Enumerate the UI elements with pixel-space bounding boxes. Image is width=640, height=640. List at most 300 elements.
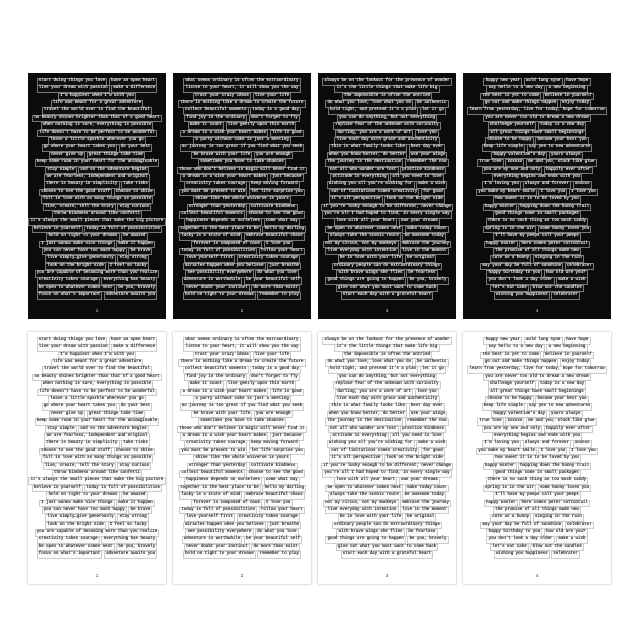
word-sticker: blow out the candles [530,285,584,293]
word-sticker: happily ever after [544,426,593,434]
sticker-row [338,514,437,521]
sticker-row [58,93,136,100]
sticker-row [329,196,445,203]
sticker-row [490,544,584,551]
sticker-row [179,233,305,240]
word-sticker: what seems ordinary is often the extraordinary [183,337,300,345]
word-sticker: choose to be happy [485,137,534,145]
word-sticker: be in love with your life [338,514,404,522]
sticker-row [184,440,300,447]
word-sticker: it's all perspective [329,196,383,204]
word-sticker: great things take time [87,152,145,160]
word-sticker: spring is in the air [483,485,537,493]
sticker-row [330,433,443,440]
sticker-row [325,418,448,425]
word-sticker: say yes to new adventures [527,144,593,152]
sticker-row [177,426,307,433]
word-sticker: be open to whatever comes next [37,544,115,552]
word-sticker: there is beauty in simplicity [44,440,120,448]
word-sticker: stay strong [117,255,148,263]
word-sticker: listen to your heart, it will show you the way [183,85,300,93]
word-sticker: true love [477,418,504,426]
sticker-row [493,248,581,255]
sticker-row [183,263,301,270]
word-sticker: when nothing is sure, everything is possible [41,381,153,389]
word-sticker: today is a new day [538,381,587,389]
word-sticker: be your beautiful self [244,536,302,544]
word-sticker: look on the bright side [45,522,106,530]
word-sticker: shine like the whole universe is yours [193,196,291,204]
word-sticker: happy valentine's day [491,152,547,160]
sticker-row [325,226,448,233]
word-sticker: the impossible is often the untried [342,352,432,360]
word-sticker: live everyday with intention [325,248,398,256]
word-sticker: practice kindness [400,167,446,175]
word-sticker: challenge yourself [488,381,537,389]
word-sticker: life was meant for a great adventure [51,359,144,367]
sticker-row [492,174,582,181]
sticker-row [35,159,160,166]
sticker-row [179,507,305,514]
word-sticker: cute as a bunny [490,514,531,522]
sticker-row [183,85,300,92]
word-sticker: true love [477,159,504,167]
sticker-row [332,263,442,270]
word-sticker: shine like the whole universe is yours [193,455,291,463]
sticker-row [188,122,297,129]
word-sticker: I'm loving you [482,181,521,189]
word-sticker: forever is composed of nows [191,500,262,508]
word-sticker: fall in love with as many things as possible [41,455,153,463]
sticker-row [182,537,303,544]
word-sticker: be fearless [406,529,437,537]
word-sticker: darling, you are a work of art [335,130,413,138]
word-sticker: make a wish [416,440,447,448]
sticker-row [48,396,146,403]
word-sticker: let it go [420,366,447,374]
sheet-number: 1 [95,309,99,314]
sticker-row [484,241,590,248]
sticker-row [48,137,146,144]
word-sticker: no beauty shines brighter than that of a good heart [32,115,162,123]
word-sticker: yours always [549,152,583,160]
sticker-row [183,78,300,85]
sticker-row [325,248,448,255]
word-sticker: I just wanna make nice things [39,500,115,508]
word-sticker: some bunny loves you [538,226,592,234]
word-sticker: you make my heart smile [476,448,537,456]
word-sticker: happy easter [483,204,517,212]
word-sticker: believe in yourself [543,93,594,101]
sticker-row [483,485,592,492]
word-sticker: just breathe [267,522,301,530]
word-sticker: do what you love [255,529,299,537]
word-sticker: remember to play [257,292,301,300]
word-sticker: celebrate! [551,551,580,559]
word-sticker: stronger than yesterday [187,204,248,212]
word-sticker: hold on tight to your dreams [46,233,119,241]
word-sticker: hopping down the bunny trail [518,463,591,471]
word-sticker: adventure is worthwhile [182,536,243,544]
word-sticker: celebrate! [565,263,594,271]
word-sticker: be brave with your life [191,411,252,419]
sticker-row [337,374,437,381]
word-sticker: remember the now [405,418,449,426]
word-sticker: today is full of possibilities [179,507,257,515]
sticker-row [494,292,580,299]
sticker-row [493,470,581,477]
white-sticker-sheet-1 [28,332,166,584]
word-sticker: have an open heart [109,337,158,345]
word-sticker: what seems ordinary is often the extraordinary [183,78,300,86]
word-sticker: make a wish [416,181,447,189]
sticker-row [321,463,453,470]
word-sticker: you must be present to win [179,189,247,197]
sticker-row [482,145,593,152]
word-sticker: hold on tight to your dreams [183,551,256,559]
sticker-row [480,263,593,270]
sticker-row [35,270,160,277]
sticker-row [483,226,592,233]
word-sticker: make a difference [111,85,157,93]
sheet-number: 4 [535,574,539,579]
sticker-row [329,189,445,196]
word-sticker: own your dreams [399,218,440,226]
word-sticker: hello my darling [262,485,306,493]
word-sticker: miracles happen when you believe [183,263,266,271]
sticker-row [41,196,153,203]
word-sticker: stay simple [45,426,76,434]
sticker-row [488,389,586,396]
word-sticker: start doing things you love [37,78,108,86]
word-sticker: happy easter [484,500,518,508]
word-sticker: this is what family looks like [329,144,407,152]
word-sticker: there is beauty in simplicity [44,181,120,189]
sticker-row [193,352,292,359]
word-sticker: how old are you? [544,529,588,537]
sticker-row [42,248,153,255]
word-sticker: own your dreams [399,477,440,485]
word-sticker: happy birthday to you [486,270,542,278]
sticker-row [187,204,298,211]
word-sticker: darling, you are a work of art [335,389,413,397]
word-sticker: you can do anything, but not everything [337,374,437,382]
sheet-number: 4 [535,309,539,314]
word-sticker: leave a little sparkle wherever you go [48,137,146,145]
word-sticker: I feel so lucky [108,263,149,271]
word-sticker: there is nothing like a dream to create the future [178,359,305,367]
word-sticker: say hello to a new day [486,85,544,93]
word-sticker: I'm happiest when I'm with you [58,93,136,101]
sticker-row [51,359,144,366]
word-sticker: wishing you all you're wishing for [327,440,415,448]
sticker-row [179,492,305,499]
word-sticker: creativity takes courage [237,514,300,522]
word-sticker: trust your crazy ideas [193,93,251,101]
sticker-row [39,189,155,196]
word-sticker: creativity takes courage [184,181,247,189]
sticker-row [183,344,300,351]
sticker-row [493,455,581,462]
word-sticker: some bunny loves you [538,485,592,493]
sticker-row [322,211,452,218]
word-sticker: no beauty shines brighter than that of a good heart [32,374,162,382]
word-sticker: stronger than yesterday [187,463,248,471]
white-sticker-sheet-2 [173,332,311,584]
word-sticker: be original [405,255,436,263]
sticker-row [493,492,581,499]
sheet-number: 2 [240,574,244,579]
word-sticker: not all who wander are lost [328,426,399,434]
word-sticker: lucky is a state of mind [179,492,242,500]
sticker-row [482,426,593,433]
word-sticker: go out and make things happen [483,100,559,108]
sticker-row [179,248,305,255]
word-sticker: be you, bravely [407,277,448,285]
sticker-row [486,344,587,351]
word-sticker: believe in yourself [543,352,594,360]
word-sticker: practice kindness [400,426,446,434]
word-sticker: always be on the lookout for the presence of wonder [322,78,452,86]
sticker-row [184,181,300,188]
word-sticker: auld lang syne [524,78,563,86]
black-sticker-sheet-2 [173,73,311,319]
sticker-row [49,152,145,159]
word-sticker: today is a good day [250,366,301,374]
word-sticker: I'll have my peeps call your peeps [493,492,581,500]
word-sticker: today is full of possibilities [84,226,162,234]
sticker-row [193,137,291,144]
word-sticker: the best is yet to come [480,352,541,360]
word-sticker: happy easter [483,463,517,471]
sticker-row [488,381,587,388]
sticker-row [44,174,149,181]
sticker-row [191,152,292,159]
word-sticker: make a wish [556,536,587,544]
word-sticker: become your best you [535,137,589,145]
word-sticker: it's all perspective [329,455,383,463]
word-sticker: I love you [264,500,293,508]
word-sticker: creativity takes courage [37,277,100,285]
word-sticker: all great things have small beginnings [488,130,586,138]
sticker-row [183,367,301,374]
word-sticker: not my circus, not my monkeys [323,241,399,249]
word-sticker: live your dream with passion [37,344,110,352]
word-sticker: love yourself first [184,255,235,263]
word-sticker: do what you love, love what you do [325,359,413,367]
sticker-row [325,507,448,514]
word-sticker: out of limitations comes creativity [329,448,419,456]
word-sticker: today is full of possibilities [84,485,162,493]
word-sticker: let life surprise you [249,448,305,456]
word-sticker: remember the now [405,159,449,167]
word-sticker: live, create, tell the story [43,463,116,471]
sticker-row [325,537,448,544]
sticker-row [183,522,301,529]
sticker-row [37,85,158,92]
sheet-number: 3 [385,574,389,579]
sticker-row [482,181,592,188]
word-sticker: embrace beautiful chaos [244,233,305,241]
word-sticker: xoxoxo [505,159,524,167]
sticker-row [185,270,298,277]
word-sticker: there is no such thing as too much candy [486,477,589,485]
sticker-row [467,108,607,115]
word-sticker: give out what you most want to come back [336,544,439,552]
word-sticker: trust your crazy ideas [193,352,251,360]
word-sticker: all you need is love [390,433,444,441]
word-sticker: start doing things you love [37,337,108,345]
black-sticker-sheet-4 [463,73,611,319]
sticker-row [37,278,158,285]
sticker-row [336,544,439,551]
word-sticker: you are enough [254,411,293,419]
word-sticker: give out what you most want to come back [336,285,439,293]
word-sticker: it's always the small pieces that make the big picture [28,477,165,485]
word-sticker: live your life [253,352,292,360]
word-sticker: with brave wings she flies [336,270,404,278]
word-sticker: keep life simple [482,403,526,411]
sticker-row [178,226,306,233]
word-sticker: and so the adventure begins [78,167,149,175]
word-sticker: start each day with a grateful heart [341,551,434,559]
word-sticker: attitude is everything [330,433,388,441]
word-sticker: choose to see the good stuff [39,448,112,456]
sticker-row [198,159,286,166]
word-sticker: may your day be full of sunshine [480,522,563,530]
word-sticker: life was meant for a great adventure [51,100,144,108]
word-sticker: I love you [569,189,598,197]
word-sticker: make a wish [556,277,587,285]
word-sticker: sometimes you have to take chances [198,159,286,167]
word-sticker: live gently upon this earth [226,122,297,130]
word-sticker: love you [415,389,439,397]
word-sticker: choose to see the good [246,470,304,478]
word-sticker: be authentic [415,100,449,108]
word-sticker: there is nothing like a dream to create the future [178,100,305,108]
word-sticker: focus on what's important [37,292,103,300]
word-sticker: collect beautiful moments [183,366,249,374]
word-sticker: when nothing is sure, everything is possible [41,122,153,130]
sticker-row [334,85,439,92]
sticker-row [491,411,582,418]
sticker-row [334,344,439,351]
sticker-row [44,440,150,447]
sticker-row [335,130,439,137]
sticker-row [184,477,300,484]
word-sticker: use your wings [409,411,448,419]
sticker-row [342,352,432,359]
word-sticker: be fearless [406,270,437,278]
word-sticker: hopping down the bunny trail [518,204,591,212]
word-sticker: live simply…give generously [45,514,116,522]
word-sticker: it's the little things that make life big [334,344,439,352]
sticker-row [178,100,305,107]
sticker-row [480,93,593,100]
word-sticker: together is the best place to be [178,226,261,234]
sticker-row [51,100,144,107]
word-sticker: be awesome today [402,233,446,241]
sticker-row [52,211,142,218]
sticker-row [42,404,153,411]
sticker-row [323,500,451,507]
word-sticker: always and forever [523,181,572,189]
word-sticker: never give up [49,411,85,419]
sticker-row [37,292,158,299]
word-sticker: you are never too old to dream a new dream [483,115,591,123]
word-sticker: come what may [264,218,300,226]
word-sticker: have hope [564,78,591,86]
sticker-row [328,426,446,433]
word-sticker: live simply…give generously [45,255,116,263]
sticker-row [45,263,149,270]
word-sticker: don't forget to fly [249,374,300,382]
sticker-row [483,204,592,211]
word-sticker: leave a little sparkle wherever you go [48,396,146,404]
sticker-row [184,218,300,225]
word-sticker: here comes peter cottontail [519,241,590,249]
sticker-row [483,78,590,85]
word-sticker: I love you [569,448,598,456]
sticker-row [37,551,158,558]
sticker-row [338,255,437,262]
word-sticker: look on the bright side [45,263,106,271]
sticker-row [490,255,584,262]
word-sticker: hold on tight to your dreams [46,492,119,500]
sticker-row [482,440,592,447]
word-sticker: adventure awaits you [104,292,158,300]
sticker-row [45,426,149,433]
word-sticker: be you, bravely [116,285,157,293]
sticker-row [482,167,593,174]
sticker-row [328,367,446,374]
word-sticker: challenge yourself [488,122,537,130]
word-sticker: go out and make things happen [483,359,559,367]
sticker-row [483,115,591,122]
sticker-row [322,337,452,344]
sticker-row [485,137,589,144]
word-sticker: be amazed [121,233,148,241]
sticker-row [37,285,158,292]
word-sticker: wishing you happiness [494,292,550,300]
word-sticker: when you know better, do better [327,411,408,419]
word-sticker: go where your heart takes you [42,144,118,152]
word-sticker: celebrate! [551,292,580,300]
word-sticker: good things are going to happen [325,277,406,285]
word-sticker: go where your heart takes you [42,403,118,411]
word-sticker: have hope [564,337,591,345]
word-sticker: xoxoxo [573,440,592,448]
word-sticker: you are never too old to dream a new dream [483,374,591,382]
word-sticker: never doubt your instinct [184,285,250,293]
sticker-row [486,537,587,544]
word-sticker: hold on tight to your dreams [183,292,256,300]
sticker-row [184,374,300,381]
word-sticker: make a difference [111,344,157,352]
word-sticker: keep life simple [482,144,526,152]
sticker-row [179,189,305,196]
word-sticker: just because [270,174,304,182]
sticker-row [184,285,300,292]
word-sticker: live gently upon this earth [226,381,297,389]
word-sticker: believe in yourself [32,485,83,493]
word-sticker: happy new year [483,337,522,345]
word-sticker: learn from yesterday, live for today, hope for tomorrow [467,107,607,115]
word-sticker: be your beautiful self [244,277,302,285]
word-sticker: all you need is love [390,174,444,182]
word-sticker: you are capable of becoming more than you realize [35,529,160,537]
word-sticker: follow your heart [259,507,305,515]
